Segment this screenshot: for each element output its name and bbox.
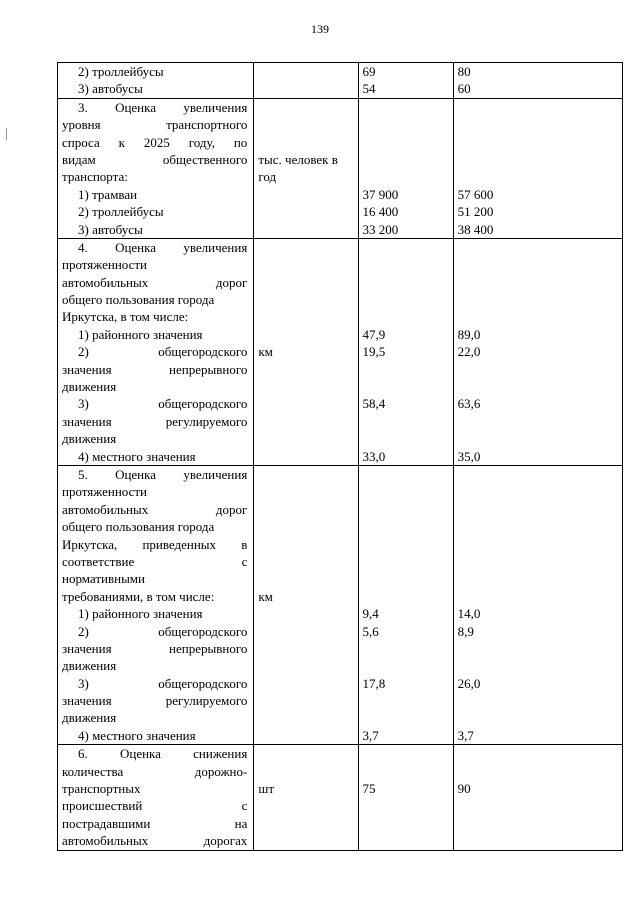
description-line: количества дорожно-	[62, 763, 248, 779]
value-text	[454, 588, 622, 605]
unit-text: км	[258, 344, 273, 360]
indicator-description	[58, 63, 254, 99]
description-line: соответствие с	[62, 553, 248, 569]
description-line: 3) автобусы	[78, 221, 143, 237]
value-text: 16 400	[362, 204, 399, 220]
description-line: значения непрерывного	[62, 361, 248, 377]
description-line: движения	[62, 710, 117, 726]
description-line: 2) троллейбусы	[78, 204, 164, 220]
value-cell-base	[358, 465, 453, 744]
value-text: 33 200	[362, 221, 399, 237]
value-text	[359, 745, 453, 762]
value-text	[359, 378, 453, 395]
description-line: протяженности	[62, 257, 148, 273]
description-line: 2) троллейбусы	[78, 64, 164, 79]
description-line: требованиями, в том числе:	[62, 588, 215, 604]
value-text: 3,7	[362, 727, 379, 743]
description-line: 3) общегородского	[78, 675, 248, 691]
value-text	[359, 274, 453, 291]
value-text: 63,6	[457, 396, 481, 412]
value-text: 22,0	[457, 344, 481, 360]
description-line: движения	[62, 658, 117, 674]
value-text: 90	[457, 781, 471, 797]
unit-cell	[254, 238, 358, 465]
description-line: автомобильных дорогах	[62, 833, 248, 849]
value-text	[454, 116, 622, 133]
value-text	[359, 709, 453, 726]
value-text	[454, 536, 622, 553]
description-line: 3. Оценка увеличения	[78, 99, 248, 115]
value-text	[359, 483, 453, 500]
description-line: пострадавшими на	[62, 815, 248, 831]
unit-text: шт	[258, 781, 275, 797]
description-line: движения	[62, 431, 117, 447]
value-text	[454, 151, 622, 168]
value-text	[454, 763, 622, 780]
value-text: 19,5	[362, 344, 386, 360]
value-text	[359, 168, 453, 185]
value-text	[359, 308, 453, 325]
description-line: происшествий с	[62, 798, 248, 814]
value-text	[454, 291, 622, 308]
value-text: 58,4	[362, 396, 386, 412]
description-line: 3) автобусы	[78, 81, 143, 97]
page-number: 139	[311, 22, 329, 36]
value-text	[359, 430, 453, 447]
value-text: 69	[362, 64, 376, 79]
value-text	[359, 99, 453, 116]
value-cell-base	[358, 238, 453, 465]
description-line: 4. Оценка увеличения	[78, 239, 248, 255]
value-text	[359, 466, 453, 483]
description-line: 2) общегородского	[78, 344, 248, 360]
value-text	[454, 308, 622, 325]
value-text	[454, 553, 622, 570]
description-line: значения регулируемого	[62, 693, 248, 709]
description-line: протяженности	[62, 484, 148, 500]
value-text	[359, 116, 453, 133]
table-row	[58, 98, 623, 238]
value-text	[454, 378, 622, 395]
value-text: 33,0	[362, 448, 386, 464]
value-text	[359, 151, 453, 168]
unit-text: тыс. человек в	[258, 151, 338, 167]
description-line: 1) районного значения	[78, 326, 203, 342]
value-text	[454, 483, 622, 500]
unit-text: км	[258, 588, 273, 604]
value-cell-base	[358, 63, 453, 99]
value-cell-target	[453, 98, 622, 238]
value-text	[454, 570, 622, 587]
value-text	[454, 466, 622, 483]
value-text	[454, 709, 622, 726]
value-text	[359, 256, 453, 273]
value-cell-target	[453, 63, 622, 99]
value-text	[359, 570, 453, 587]
description-line: 4) местного значения	[78, 727, 196, 743]
value-text	[359, 361, 453, 378]
value-text: 8,9	[457, 623, 474, 639]
unit-cell	[254, 63, 358, 99]
value-cell-base	[358, 745, 453, 850]
value-text	[454, 361, 622, 378]
unit-cell	[254, 98, 358, 238]
value-text	[359, 536, 453, 553]
value-text: 26,0	[457, 675, 481, 691]
value-text	[359, 553, 453, 570]
description-line: автомобильных дорог	[62, 501, 248, 517]
description-line: нормативными	[62, 571, 145, 587]
description-line: видам общественного	[62, 151, 248, 167]
value-text	[454, 501, 622, 518]
indicator-description	[58, 98, 254, 238]
description-line: 1) районного значения	[78, 606, 203, 622]
value-cell-target	[453, 745, 622, 850]
indicator-description	[58, 465, 254, 744]
value-text	[454, 413, 622, 430]
indicator-description	[58, 238, 254, 465]
description-line: уровня транспортного	[62, 117, 248, 133]
description-line: спроса к 2025 году, по	[62, 134, 248, 150]
margin-mark	[6, 128, 7, 140]
unit-cell	[254, 465, 358, 744]
table-row	[58, 745, 623, 850]
value-text	[454, 745, 622, 762]
value-text	[454, 640, 622, 657]
description-line: движения	[62, 379, 117, 395]
description-line: Иркутска, приведенных в	[62, 536, 248, 552]
table-body	[58, 63, 623, 851]
value-text: 37 900	[362, 186, 399, 202]
value-text: 75	[362, 781, 376, 797]
value-text	[454, 274, 622, 291]
unit-text: год	[258, 169, 277, 185]
indicators-table	[57, 62, 623, 851]
value-cell-target	[453, 238, 622, 465]
indicator-description	[58, 745, 254, 850]
value-text: 14,0	[457, 606, 481, 622]
value-text	[359, 657, 453, 674]
description-line: Иркутска, в том числе:	[62, 309, 189, 325]
description-line: общего пользования города	[62, 292, 215, 308]
value-text: 38 400	[457, 221, 494, 237]
value-cell-target	[453, 465, 622, 744]
description-line: 4) местного значения	[78, 448, 196, 464]
value-text	[359, 692, 453, 709]
value-cell-base	[358, 98, 453, 238]
value-text	[454, 256, 622, 273]
description-line: общего пользования города	[62, 519, 215, 535]
description-line: 1) трамваи	[78, 186, 138, 202]
value-text	[454, 518, 622, 535]
description-line: значения регулируемого	[62, 413, 248, 429]
description-line: 5. Оценка увеличения	[78, 466, 248, 482]
value-text: 54	[362, 81, 376, 97]
value-text: 3,7	[457, 727, 474, 743]
value-text	[454, 99, 622, 116]
value-text	[359, 588, 453, 605]
description-line: 6. Оценка снижения	[78, 746, 248, 762]
value-text: 9,4	[362, 606, 379, 622]
table-row	[58, 238, 623, 465]
value-text: 35,0	[457, 448, 481, 464]
value-text	[454, 134, 622, 151]
value-text: 80	[457, 64, 471, 79]
unit-cell	[254, 745, 358, 850]
value-text: 5,6	[362, 623, 379, 639]
value-text	[359, 640, 453, 657]
value-text: 47,9	[362, 326, 386, 342]
description-line: 3) общегородского	[78, 396, 248, 412]
value-text: 57 600	[457, 186, 494, 202]
description-line: значения непрерывного	[62, 640, 248, 656]
value-text	[359, 291, 453, 308]
value-text: 51 200	[457, 204, 494, 220]
description-line: транспортных	[62, 781, 141, 797]
table-row	[58, 465, 623, 744]
value-text: 60	[457, 81, 471, 97]
value-text	[454, 430, 622, 447]
value-text	[359, 239, 453, 256]
value-text	[359, 763, 453, 780]
description-line: автомобильных дорог	[62, 274, 248, 290]
value-text	[359, 518, 453, 535]
value-text: 17,8	[362, 675, 386, 691]
value-text	[359, 501, 453, 518]
value-text	[359, 134, 453, 151]
value-text: 89,0	[457, 326, 481, 342]
table-row	[58, 63, 623, 99]
description-line: транспорта:	[62, 169, 128, 185]
value-text	[454, 692, 622, 709]
value-text	[454, 168, 622, 185]
value-text	[359, 413, 453, 430]
description-line: 2) общегородского	[78, 623, 248, 639]
value-text	[454, 657, 622, 674]
value-text	[454, 239, 622, 256]
